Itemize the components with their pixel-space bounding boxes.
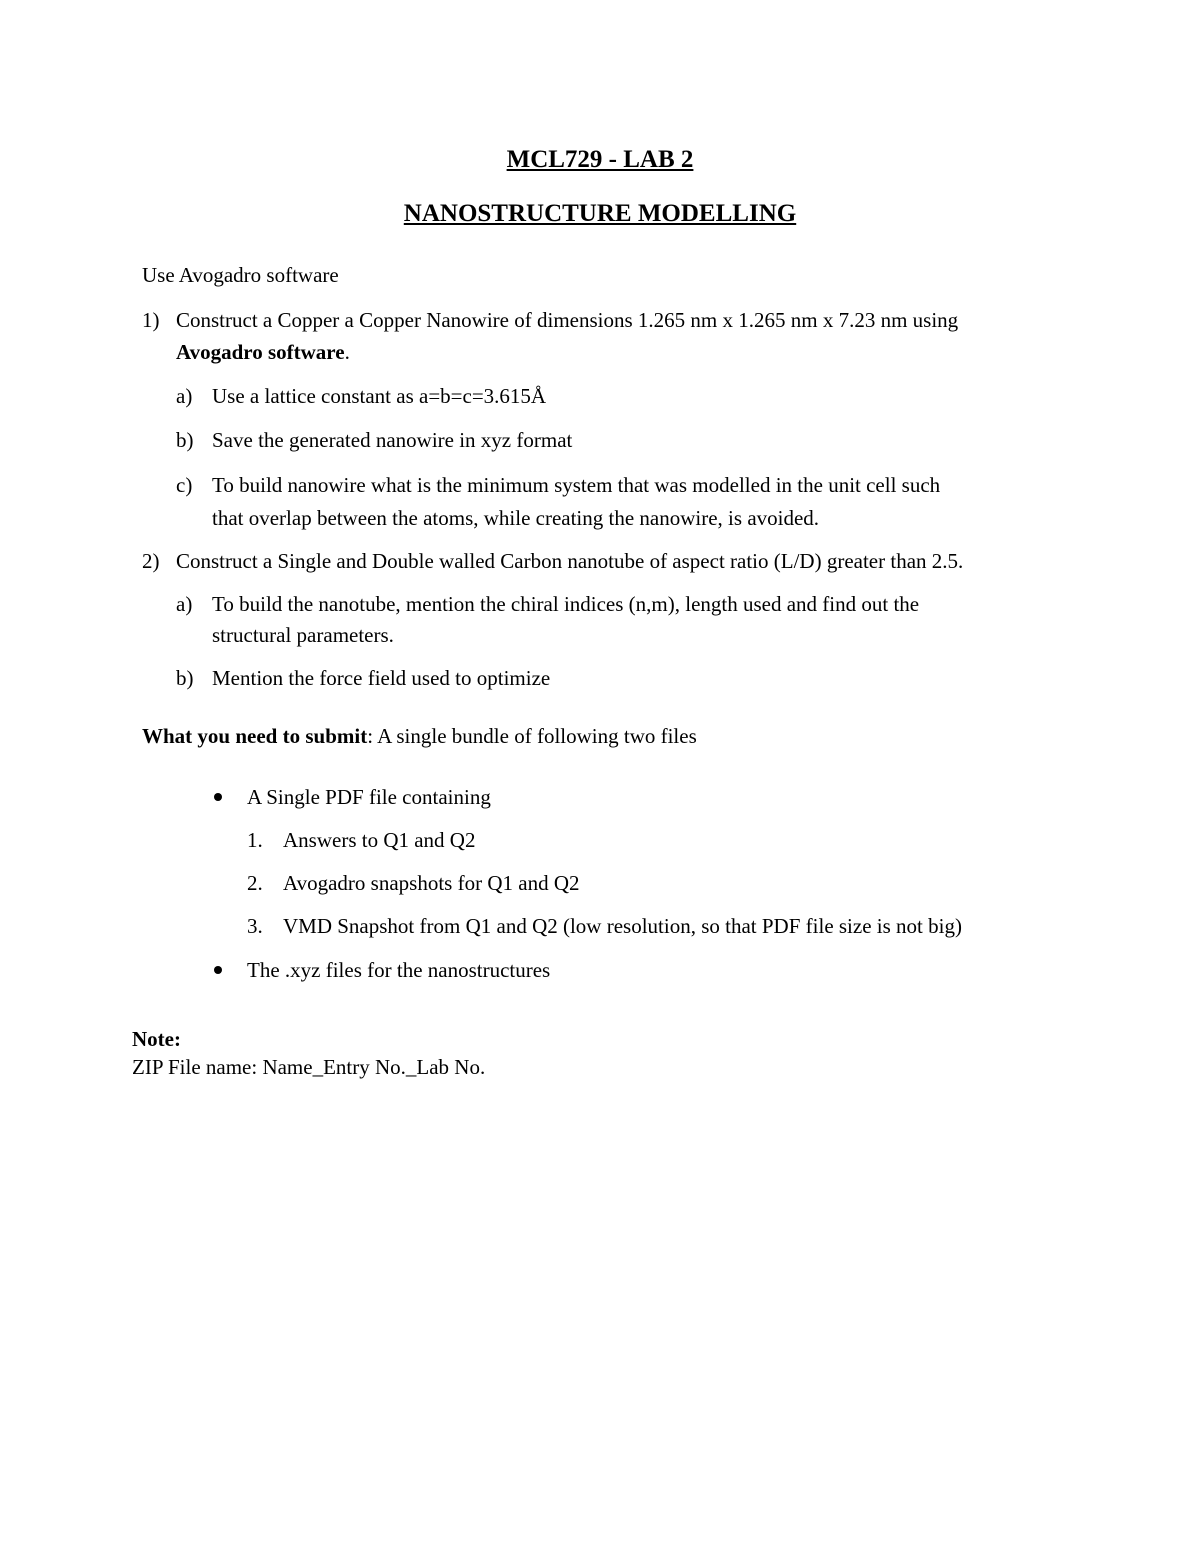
q1b-marker: b) [176, 428, 194, 452]
q2b-marker: b) [176, 666, 194, 690]
submit-line [142, 724, 697, 748]
q1-text: Construct a Copper a Copper Nanowire of dimensions 1.265 nm x 1.265 nm x 7.23 nm using [176, 308, 959, 332]
q2a-marker: a) [176, 592, 193, 616]
pdf-item-1-marker: 1. [247, 828, 263, 852]
pdf-item-2-marker: 2. [247, 871, 263, 895]
bullet-icon [214, 793, 222, 801]
q2-text: Construct a Single and Double walled Carbon nanotube of aspect ratio (L/D) greater than 2.5. [176, 549, 964, 573]
q1a-marker: a) [176, 384, 193, 408]
page-title: MCL729 - LAB 2 [506, 146, 694, 173]
q1b-text: Save the generated nanowire in xyz format [212, 428, 573, 452]
q1a-text: Use a lattice constant as a=b=c=3.615Å [212, 384, 547, 408]
note-text: ZIP File name: Name_Entry No._Lab No. [132, 1055, 486, 1079]
q1-marker: 1) [142, 308, 160, 332]
q2a-text: To build the nanotube, mention the chiral indices (n,m), length used and find out the [212, 592, 920, 616]
q1c-text-continuation: that overlap between the atoms, while creating the nanowire, is avoided. [212, 506, 820, 530]
pdf-item-2-text: Avogadro snapshots for Q1 and Q2 [283, 871, 580, 895]
intro-text: Use Avogadro software [142, 263, 339, 287]
q1c-marker: c) [176, 473, 193, 497]
q1-period: . [344, 340, 350, 364]
pdf-item-3-marker: 3. [247, 914, 263, 938]
submit-text: : A single bundle of following two files [367, 724, 697, 748]
page-subtitle: NANOSTRUCTURE MODELLING [403, 200, 797, 227]
q2a-text-continuation: structural parameters. [212, 623, 394, 647]
q2-marker: 2) [142, 549, 160, 573]
pdf-item-3-text: VMD Snapshot from Q1 and Q2 (low resolution, so that PDF file size is not big) [283, 914, 962, 938]
note-label: Note: [132, 1027, 181, 1051]
bullet-pdf-text: A Single PDF file containing [247, 785, 491, 809]
q1-software-name: Avogadro software [176, 340, 345, 364]
pdf-item-1-text: Answers to Q1 and Q2 [283, 828, 476, 852]
q1-text-continuation [176, 340, 350, 364]
bullet-xyz-text: The .xyz files for the nanostructures [247, 958, 551, 982]
submit-label: What you need to submit [142, 724, 368, 748]
q1c-text: To build nanowire what is the minimum system that was modelled in the unit cell such [212, 473, 941, 497]
bullet-icon [214, 966, 222, 974]
q2b-text: Mention the force field used to optimize [212, 666, 551, 690]
